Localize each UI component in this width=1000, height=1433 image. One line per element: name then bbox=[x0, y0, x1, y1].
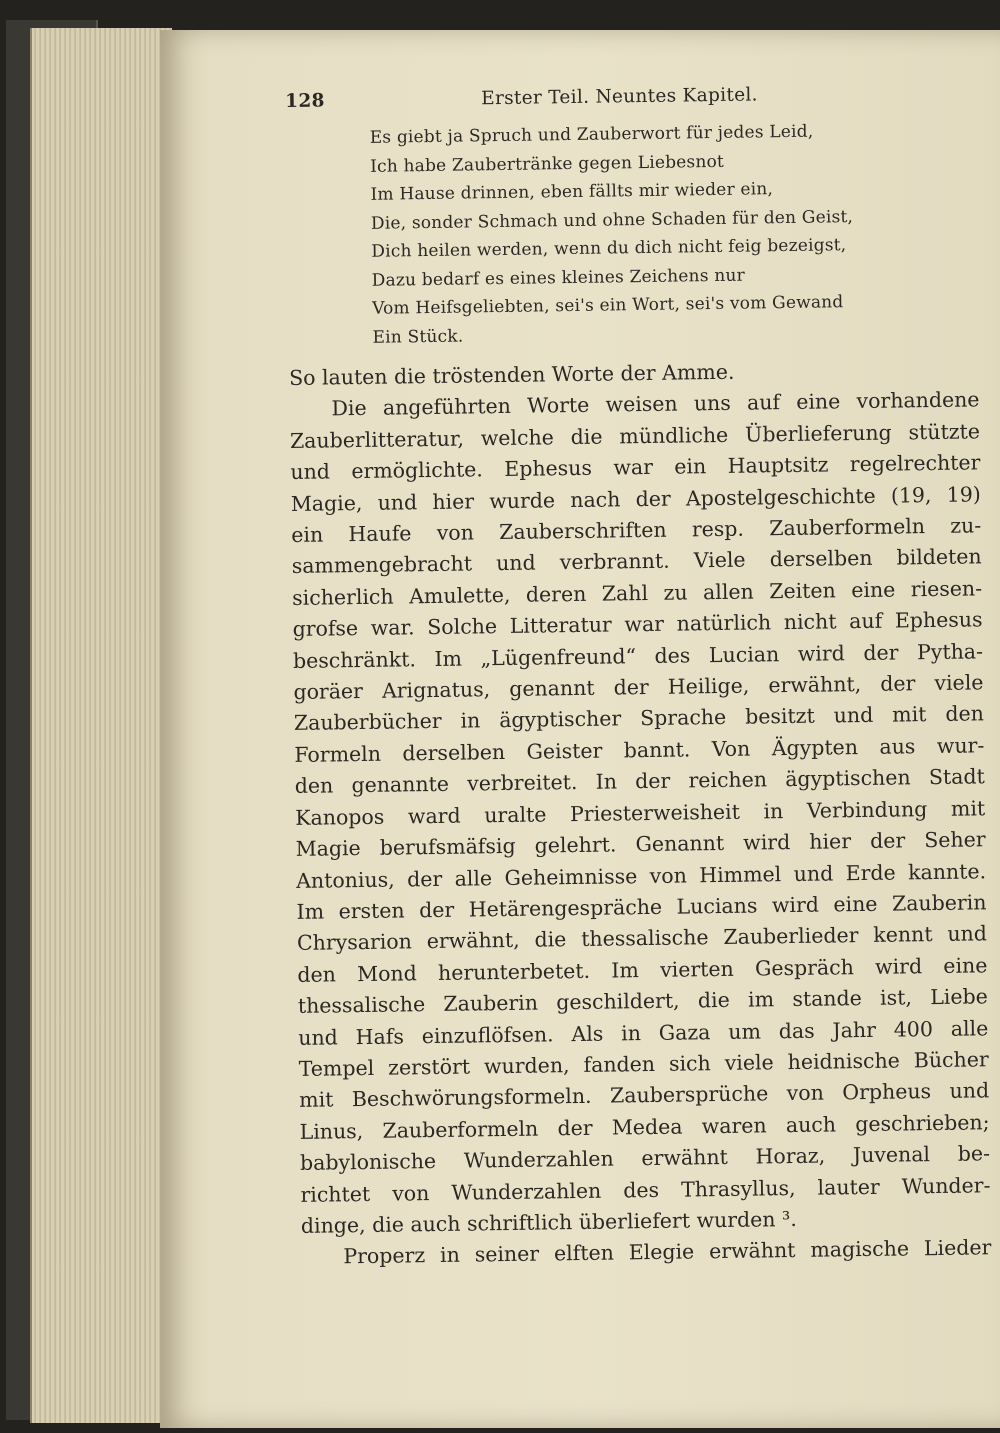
body-text bbox=[289, 353, 992, 1273]
verse-line: Ich habe Zaubertränke gegen Liebesnot bbox=[370, 151, 725, 177]
verse-line: Dazu bedarf es eines kleines Zeichens nur bbox=[371, 265, 746, 291]
body-line: dinge, die auch schriftlich überliefert wurden ³. bbox=[300, 1206, 797, 1238]
body-line: Zauberlitteratur, welche die mündliche Überlieferung stützte bbox=[289, 419, 981, 453]
body-line: den genannte verbreitet. In der reichen ägyptischen Stadt bbox=[294, 764, 985, 799]
body-line: Properz in seiner elften Elegie erwähnt magische Lieder bbox=[343, 1235, 992, 1269]
body-line: Chrysarion erwähnt, die thessalische Zauberlieder kennt und bbox=[296, 921, 988, 956]
verse-line: Vom Heifsgeliebten, sei's ein Wort, sei's vom Gewand bbox=[371, 292, 844, 319]
verse-line: Dich heilen werden, wenn du dich nicht feig bezeigst, bbox=[371, 235, 847, 262]
body-line: ein Haufe von Zauberschriften resp. Zauberformeln zu- bbox=[291, 513, 982, 547]
body-line: goräer Arignatus, genannt der Heilige, erwähnt, der viele bbox=[293, 670, 984, 705]
body-line: babylonische Wunderzahlen erwähnt Horaz, Juvenal be- bbox=[299, 1141, 991, 1176]
body-line: und Hafs einzuflöfsen. Als in Gaza um das Jahr 400 alle bbox=[298, 1015, 989, 1050]
body-line: thessalische Zauberin geschildert, die im stande ist, Liebe bbox=[297, 984, 988, 1019]
body-line: Linus, Zauberformeln der Medea waren auch geschrieben; bbox=[299, 1110, 990, 1144]
page-stack-edges bbox=[30, 28, 172, 1423]
body-line: Im ersten der Hetärengespräche Lucians wird eine Zauberin bbox=[296, 890, 987, 924]
verse-quotation bbox=[370, 115, 979, 351]
page-text bbox=[285, 75, 992, 1273]
body-line: Tempel zerstört wurden, fanden sich viele heidnische Bücher bbox=[298, 1047, 989, 1081]
body-line: beschränkt. Im „Lügenfreund“ des Lucian wird der Pytha- bbox=[292, 638, 984, 673]
verse-line: Es giebt ja Spruch und Zauberwort für jedes Leid, bbox=[369, 121, 814, 148]
body-line: und ermöglichte. Ephesus war ein Hauptsitz regelrechter bbox=[290, 450, 981, 485]
body-line: Zauberbücher in ägyptischer Sprache besitzt und mit den bbox=[293, 701, 985, 736]
body-line: Antonius, der alle Geheimnisse von Himmel und Erde kannte. bbox=[295, 858, 987, 893]
body-line: Die angeführten Worte weisen uns auf eine vorhandene bbox=[331, 387, 980, 421]
page-number: 128 bbox=[285, 90, 325, 112]
body-line: den Mond herunterbetet. Im vierten Gespräch wird eine bbox=[297, 952, 988, 987]
running-head-title: Erster Teil. Neuntes Kapitel. bbox=[481, 84, 758, 110]
body-line: sammengebracht und verbrannt. Viele derselben bildeten bbox=[291, 544, 982, 579]
body-line: Formeln derselben Geister bannt. Von Ägypten aus wur- bbox=[294, 733, 985, 767]
body-line: Kanopos ward uralte Priesterweisheit in Verbindung mit bbox=[295, 795, 986, 830]
body-line: Magie berufsmäfsig gelehrt. Genannt wird hier der Seher bbox=[295, 827, 986, 862]
verse-line: Im Hause drinnen, eben fällts mir wieder ein, bbox=[370, 179, 774, 205]
verse-line: Die, sonder Schmach und ohne Schaden für den Geist, bbox=[370, 206, 854, 234]
body-line: sicherlich Amulette, deren Zahl zu allen Zeiten eine riesen- bbox=[291, 576, 983, 610]
body-line: mit Beschwörungsformeln. Zaubersprüche von Orpheus und bbox=[299, 1078, 990, 1113]
body-line: Magie, und hier wurde nach der Apostelgeschichte (19, 19) bbox=[290, 481, 981, 516]
body-line: richtet von Wunderzahlen des Thrasyllus, lauter Wunder- bbox=[300, 1172, 991, 1207]
body-line: grofse war. Solche Litteratur war natürlich nicht auf Ephesus bbox=[292, 607, 983, 642]
verse-line: Ein Stück. bbox=[372, 326, 464, 348]
body-line: So lauten die tröstenden Worte der Amme. bbox=[288, 359, 735, 390]
